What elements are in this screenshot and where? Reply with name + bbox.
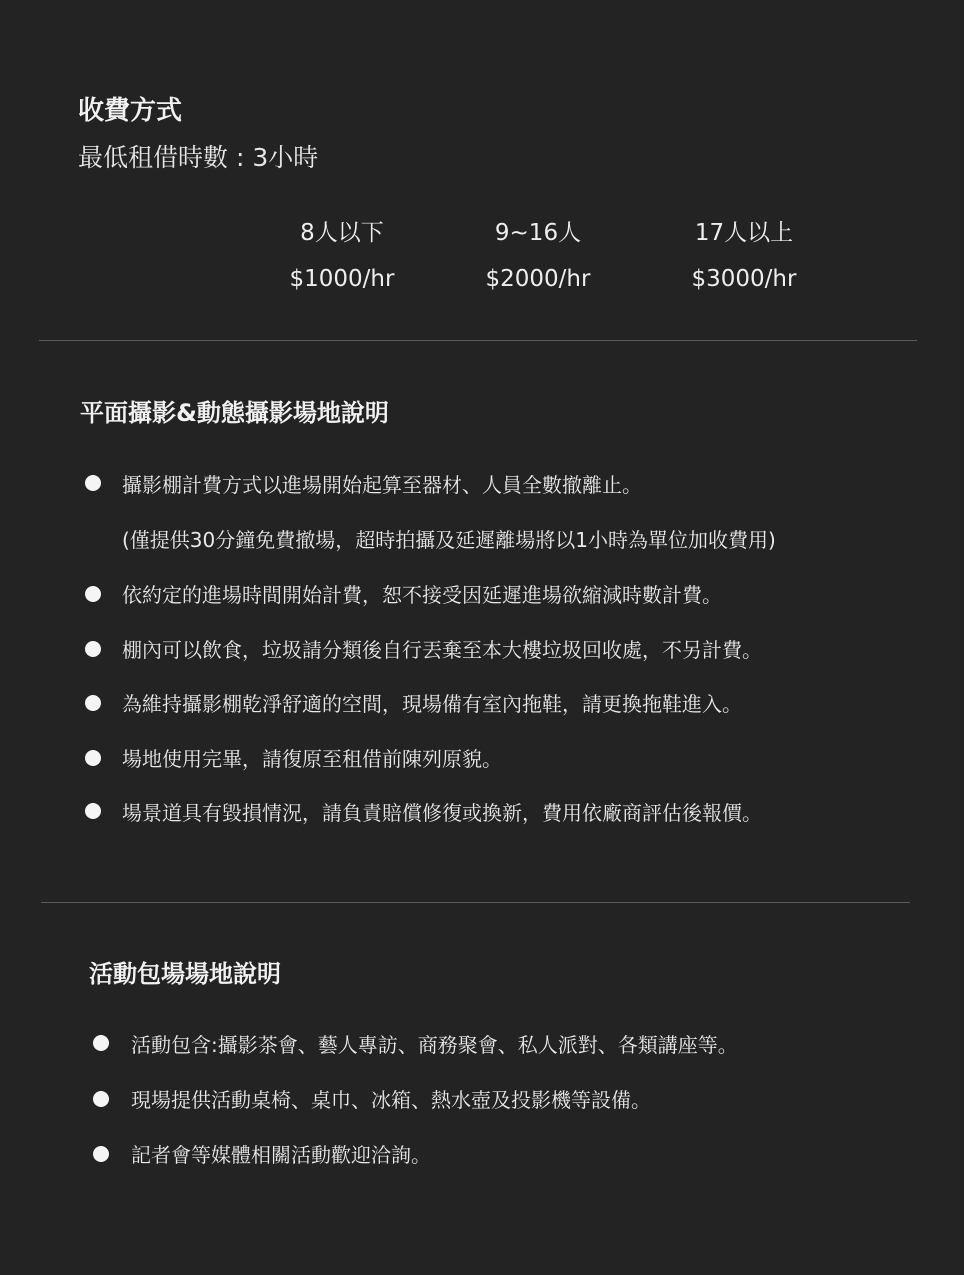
photo-section-title: 平面攝影&動態攝影場地說明 [80, 399, 389, 427]
divider-bottom [41, 902, 910, 903]
tier-large [644, 214, 844, 292]
tier-small-price: $1000/hr [289, 266, 395, 292]
bullet-icon [93, 1035, 109, 1051]
tier-small [242, 214, 442, 292]
tier-large-label: 17人以上 [694, 220, 794, 246]
bullet-icon [93, 1146, 109, 1162]
photo-item-2: 依約定的進場時間開始計費，恕不接受因延遲進場欲縮減時數計費。 [122, 583, 722, 607]
tier-small-label: 8人以下 [300, 220, 384, 246]
tier-medium [438, 214, 638, 292]
tier-medium-price: $2000/hr [485, 266, 591, 292]
tier-medium-label: 9~16人 [494, 220, 582, 246]
photo-item-5: 場地使用完畢，請復原至租借前陳列原貌。 [122, 747, 502, 771]
bullet-icon [85, 803, 101, 819]
bullet-icon [85, 641, 101, 657]
event-item-1: 活動包含:攝影茶會、藝人專訪、商務聚會、私人派對、各類講座等。 [131, 1033, 738, 1057]
photo-item-6: 場景道具有毀損情況，請負責賠償修復或換新，費用依廠商評估後報價。 [122, 801, 762, 825]
event-item-3: 記者會等媒體相關活動歡迎洽詢。 [131, 1143, 431, 1167]
minimum-hours-text: 最低租借時數 : 3小時 [78, 143, 319, 172]
event-section-title: 活動包場場地說明 [89, 960, 281, 988]
photo-item-3: 棚內可以飲食，垃圾請分類後自行丟棄至本大樓垃圾回收處，不另計費。 [122, 638, 762, 662]
bullet-icon [93, 1091, 109, 1107]
photo-item-4: 為維持攝影棚乾淨舒適的空間，現場備有室內拖鞋，請更換拖鞋進入。 [122, 692, 742, 716]
event-item-2: 現場提供活動桌椅、桌巾、冰箱、熱水壺及投影機等設備。 [131, 1088, 651, 1112]
pricing-title: 收費方式 [78, 96, 183, 126]
photo-item-note: (僅提供30分鐘免費撤場，超時拍攝及延遲離場將以1小時為單位加收費用) [122, 528, 776, 552]
bullet-icon [85, 750, 101, 766]
bullet-icon [85, 695, 101, 711]
divider-top [39, 340, 917, 341]
bullet-icon [85, 586, 101, 602]
bullet-icon [85, 475, 101, 491]
tier-large-price: $3000/hr [691, 266, 797, 292]
photo-item-1: 攝影棚計費方式以進場開始起算至器材、人員全數撤離止。 [122, 473, 642, 497]
